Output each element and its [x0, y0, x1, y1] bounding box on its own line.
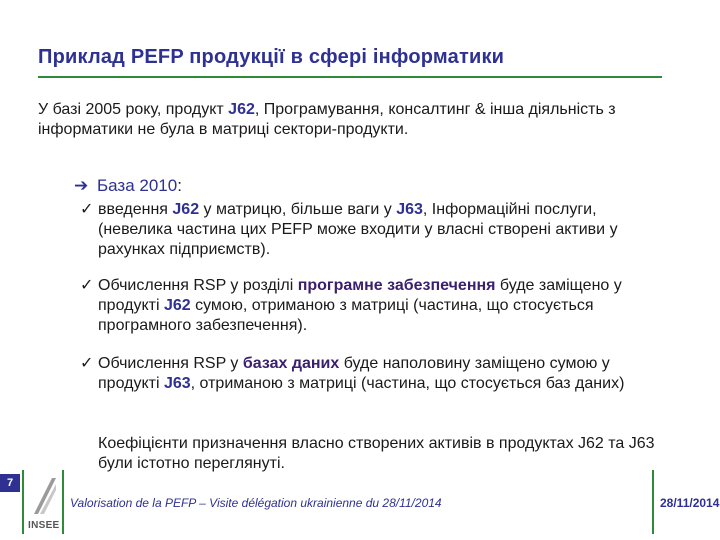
bullet-text-part: Обчислення RSP у розділі [98, 277, 298, 294]
intro-text-2: , Програмування, консалтинг & інша діяльність з інформатики не була в матриці сектори-продукти. [38, 101, 616, 138]
page-number: 7 [0, 474, 20, 492]
bullet-text-part: введення [98, 201, 173, 218]
intro-text-1: У базі 2005 року, продукт [38, 101, 229, 118]
bullet-item [80, 200, 640, 260]
bullet-item [80, 354, 640, 394]
footer-divider [652, 470, 654, 534]
base-2010-heading [74, 176, 182, 196]
intro-paragraph [38, 100, 648, 140]
bullet-text-part: у матрицю, більше ваги у [199, 201, 397, 218]
checkmark-icon: ✓ [80, 355, 94, 372]
arrow-right-icon: ➔ [74, 176, 89, 195]
bullet-text-part: , Інформаційні послуги, (невелика частина цих PEFP може входити у власні створені активи у рахунках підприємств). [98, 201, 618, 258]
bullet-text [98, 200, 640, 260]
intro-product-code: J62 [228, 101, 255, 118]
bullet-highlight: базах даних [242, 355, 340, 372]
slide-title: Приклад PEFP продукції в сфері інформатики [38, 46, 505, 68]
title-underline [38, 76, 662, 78]
footer-date: 28/11/2014 [660, 496, 720, 510]
bullet-product-code: J62 [172, 201, 200, 218]
base-year: 2010 [139, 176, 178, 195]
footer-divider [22, 470, 24, 534]
bullet-text-part: , отриманою з матриці (частина, що стосується баз даних) [190, 375, 625, 392]
bullet-product-code: J63 [396, 201, 423, 218]
bullet-product-code: J63 [163, 375, 191, 392]
bullet-highlight: програмне забезпечення [297, 277, 496, 294]
bullet-text [98, 354, 640, 394]
insee-logo [28, 476, 62, 536]
insee-slash-icon [32, 476, 58, 516]
base-label: База [96, 176, 135, 195]
bullet-item [80, 276, 640, 336]
note-paragraph: Коефіцієнти призначення власно створених активів в продуктах J62 та J63 були істотно переглянуті. [98, 435, 655, 472]
bullet-product-code: J62 [163, 297, 191, 314]
footer-caption: Valorisation de la PEFP – Visite délégation ukrainienne du 28/11/2014 [70, 496, 442, 510]
bullet-text-part: буде наполовину заміщено сумою у продукті [98, 355, 610, 392]
bullet-text [98, 276, 640, 336]
bullet-text-part: буде заміщено у продукті [98, 277, 622, 314]
bullet-text-part: Обчислення RSP у [98, 355, 243, 372]
bullet-text-part: сумою, отриманою з матриці (частина, що стосується програмного забезпечення). [98, 297, 594, 334]
checkmark-icon: ✓ [80, 277, 94, 294]
footer-divider [62, 470, 64, 534]
insee-logo-text: INSEE [28, 520, 60, 531]
checkmark-icon: ✓ [80, 201, 94, 218]
base-colon: : [177, 176, 182, 195]
